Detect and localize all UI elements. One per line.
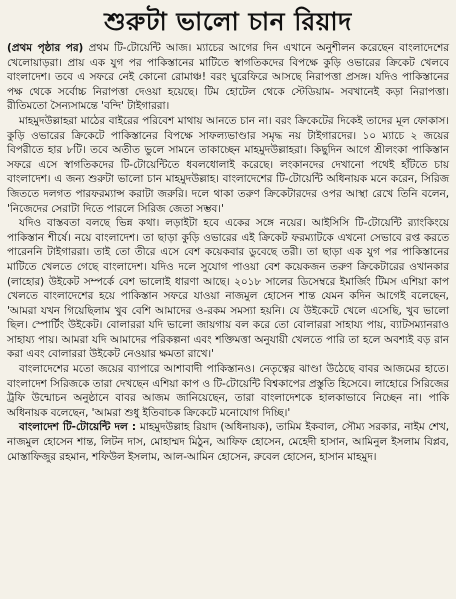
paragraph-text: বাংলাদেশের মতো জয়ের ব্যাপারে আশাবাদী পাকিস্তানও। নেতৃত্বের ঝাণ্ডা উঠেছে বাবর আজমের হাতে। বাংলাদেশ সিরিজকে তারা দেখছেন এশিয়া কাপ ও টি-টোয়েন্টি বিশ্বকাপের প্রস্তুতি হিসেবে। লাহোরে সিরিজের ট্রফি উন্মোচন অনুষ্ঠানে বাবর আজম জানিয়েছেন, তারা বাংলাদেশকে হালকাভাবে নিচ্ছেন না। পাকি অধিনায়ক বলেছেন, 'আমরা শুধু ইতিবাচক ক্রিকেটে মনোযোগ দিচ্ছি।'	[7, 363, 449, 419]
continuation-marker: (প্রথম পৃষ্ঠার পর)	[7, 42, 84, 54]
paragraph-text: যদিও বাস্তবতা বলছে ভিন্ন কথা। লড়াইটা হবে একের সঙ্গে নয়ের। আইসিসি টি-টোয়েন্টি র‍্যাংকিংয়ে পাকিস্তান শীর্ষে। নয়ে বাংলাদেশ। তা ছাড়া কুড়ি ওভারের এই ক্রিকেট ফরম্যাটকে এখনো সেভাবে রপ্ত করতে পারেননি টাইগাররা। তাই তো তীরে এসে বেশ কয়েকবার ডুবেছে তরী। তা ছাড়া এক যুগ পর পাকিস্তানের মাটিতে খেলতে গেছে বাংলাদেশ। যদিও দলে সুযোগ পাওয়া বেশ কয়েকজন তরুণ ক্রিকেটারের ওখানকার (লাহোর) উইকেট সম্পর্কে বেশ ভালোই ধারণা আছে। ২০১৮ সালের ডিসেম্বরে ইমার্জিং টিমস এশিয়া কাপ খেলতে বাংলাদেশের হয়ে পাকিস্তান সফরে যাওয়া নাজমুল হোসেন শান্ত যেমন কদিন আগেই বলেছেন, 'আমরা যখন গিয়েছিলাম খুব বেশি আমাদের ও-রকম সমস্যা হয়নি। যে উইকেটে খেলে এসেছি, খুব ভালো ছিল। স্পোর্টিং উইকেট। বোলাররা যদি ভালো জায়গায় বল করে তো বোলাররা সাহায্য পায়, ব্যাটসম্যানরাও সাহায্য পায়। আমরা যদি আমাদের পরিকল্পনা এবং শক্তিমত্তা অনুযায়ী খেলতে পারি তা হলে অবশ্যই বড় রান করা এবং বোলাররা উইকেট নেওয়ার ক্ষমতা রাখে।'	[7, 217, 449, 361]
squad-paragraph	[7, 420, 449, 464]
article-paragraph-1	[7, 41, 449, 114]
article-paragraph-4	[7, 362, 449, 420]
squad-label: বাংলাদেশ টি-টোয়েন্টি দল :	[19, 421, 137, 434]
article-paragraph-3	[7, 216, 449, 362]
squad-list: মাহমুদউল্লাহ রিয়াদ (অধিনায়ক), তামিম ইকবাল, সৌম্য সরকার, নাইম শেখ, নাজমুল হোসেন শান্ত, লিটন দাস, মোহাম্মদ মিঠুন, আফিফ হোসেন, মেহেদী হাসান, আমিনুল ইসলাম বিপ্লব, মোস্তাফিজুর রহমান, শফিউল ইসলাম, আল-আমিন হোসেন, রুবেল হোসেন, হাসান মাহমুদ।	[7, 421, 450, 463]
paragraph-text: প্রথম টি-টোয়েন্টি আজ। ম্যাচের আগের দিন এখানে অনুশীলন করেছেন বাংলাদেশের খেলোয়াড়রা। প্রায় এক যুগ পর পাকিস্তানের মাটিতে স্বাগতিকদের বিপক্ষে কুড়ি ওভারের ক্রিকেট খেলবে বাংলাদেশ। তবে এ সফরে নেই কোনো রোমাঞ্চ! বরং ঘুরেফিরে আসছে নিরাপত্তা প্রসঙ্গ। যদিও পাকিস্তানের পক্ষ থেকে সর্বোচ্চ নিরাপত্তা দেওয়া হয়েছে। টিম হোটেল থেকে স্টেডিয়াম- সবখানেই কড়া নিরাপত্তা। রীতিমতো সৈন্যসামন্তে 'বন্দি' টাইগাররা।	[7, 42, 450, 113]
article-paragraph-2	[7, 114, 449, 216]
headline: শুরুটা ভালো চান রিয়াদ	[104, 7, 352, 36]
paragraph-text: মাহমুদউল্লাহরা মাঠের বাইরের পরিবেশ মাথায় আনতে চান না। বরং ক্রিকেটের দিকেই তাদের মূল ফোকাস। কুড়ি ওভারের ক্রিকেটে পাকিস্তানের বিপক্ষে সাফল্যভাণ্ডার সমৃদ্ধ নয় টাইগারদের। ১০ ম্যাচে ২ জয়ের বিপরীতে হার ৮টি। তবে অতীত ভুলে সামনে তাকাচ্ছেন মাহমুদউল্লাহরা। কিছুদিন আগে শ্রীলংকা পাকিস্তান সফরে এসে স্বাগতিকদের টি-টোয়েন্টিতে ধবলধোলাই করেছে। লংকানদের দেখানো পথেই হাঁটতে চায় বাংলাদেশ। এ জন্য শুরুটা ভালো চান মাহমুদউল্লাহ। বাংলাদেশের টি-টোয়েন্টি অধিনায়ক মনে করেন, সিরিজ জিততে দলগত পারফরম্যান্স করাটা জরুরি। দলে থাকা তরুণ ক্রিকেটারদের ওপর আস্থা রেখে তিনি বলেন, 'নিজেদের সেরাটা দিতে পারলে সিরিজ জেতা সম্ভব।'	[7, 114, 449, 215]
